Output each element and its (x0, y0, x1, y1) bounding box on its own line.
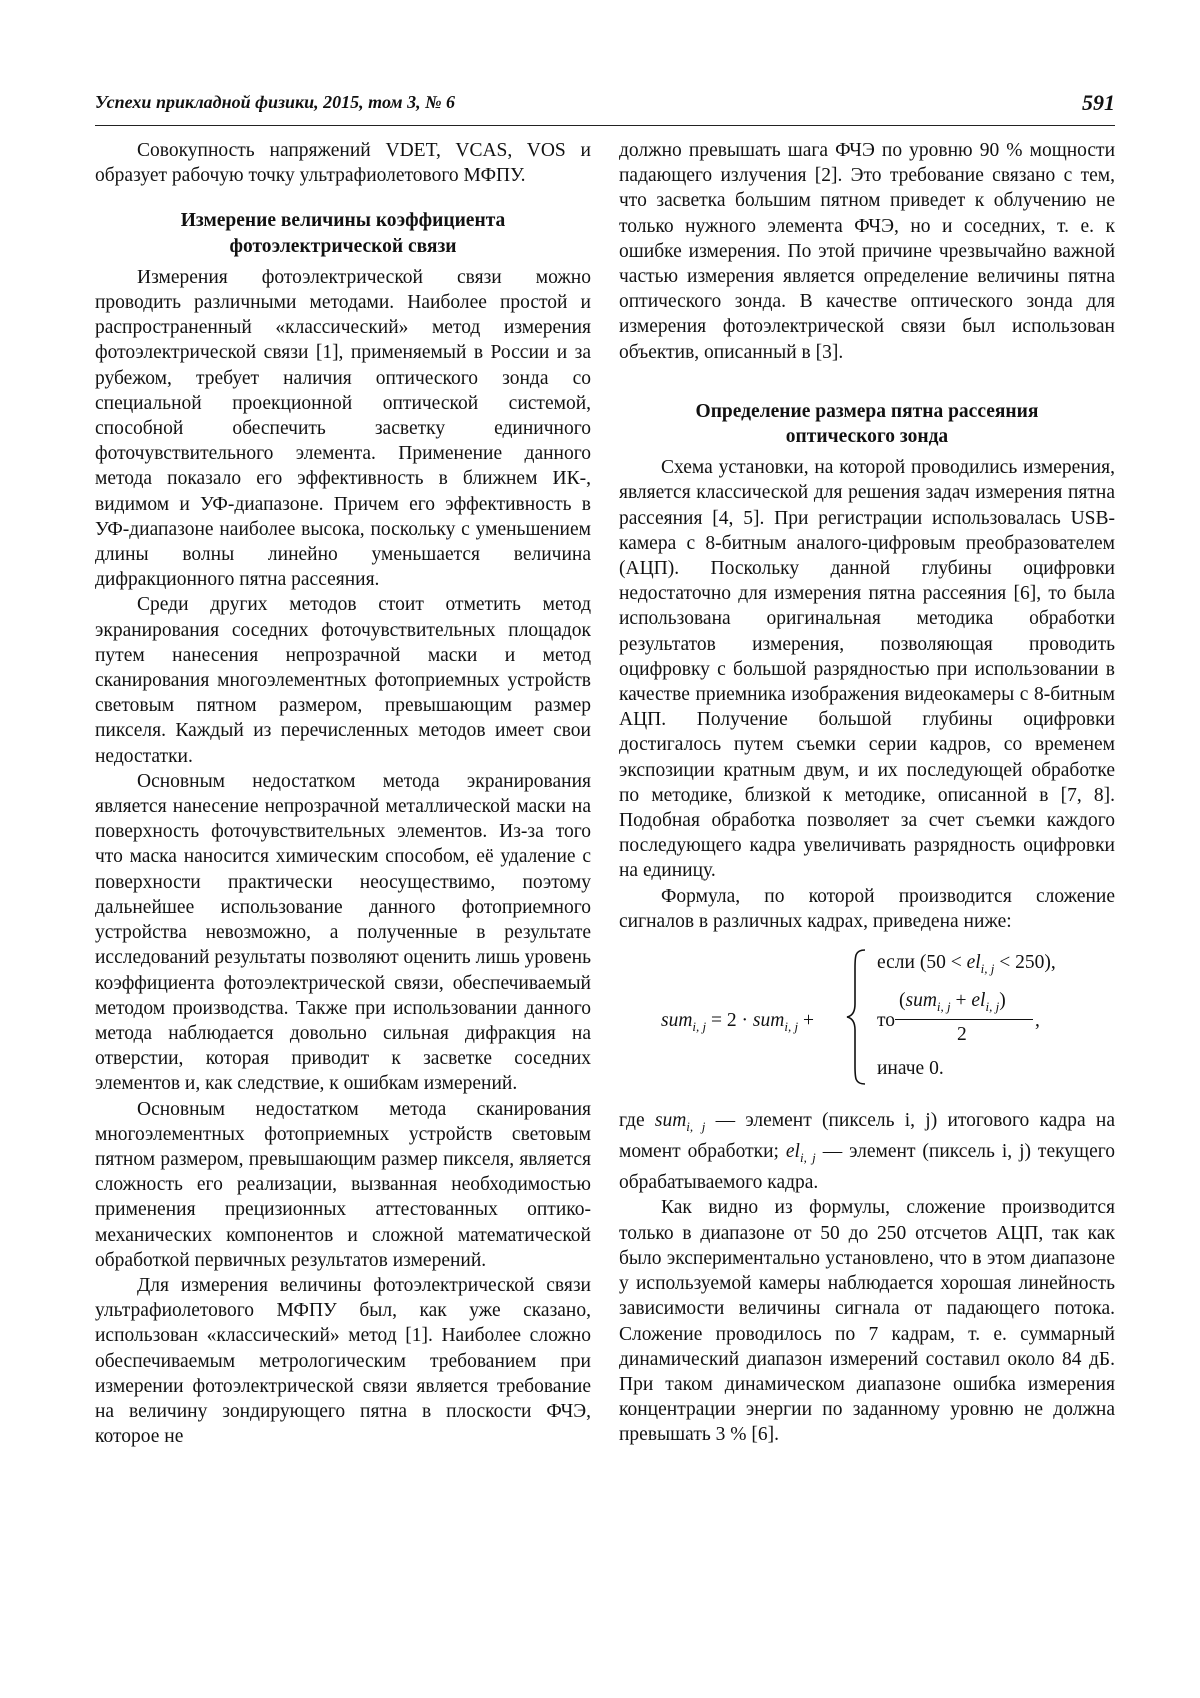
paragraph: Как видно из формулы, сложение производится только в диапазоне от 50 до 250 отсчетов АЦП, так как было экспериментально установлено, что в этом диапазоне у используемой камеры наблюдается хорошая линейность зависимости величины сигнала от падающего потока. Сложение проводилось по 7 кадрам, т. е. суммарный динамический диапазон измерений составил около 84 дБ. При таком динамическом диапазоне ошибка измерения концентрации энергии по заданному уровню не должна превышать 3 % [6]. (619, 1197, 1115, 1446)
journal-citation: Успехи прикладной физики, 2015, том 3, № 6 (95, 92, 456, 112)
paragraph: Схема установки, на которой проводились измерения, является классической для решения задач измерения пятна рассеяния [4, 5]. При регистрации использовалась USB-камера с 8-битным аналого-цифровым преобразователем (АЦП). Поскольку данной глубины оцифровки недостаточно для измерения пятна рассеяния [6], то была использована оригинальная методика обработки результатов измерения, позволяющая проводить оцифровку с большой разрядностью при использовании в качестве приемника изображения видеокамеры с 8-битным АЦП. Получение большой глубины оцифровки достигалось путем съемки серии кадров, со временем экспозиции кратным двум, и их последующей обработке по методике, близкой к методике, описанной в [7, 8]. Подобная обработка позволяет за счет съемки каждого последующего кадра увеличивать разрядность оцифровки на единицу. (619, 457, 1115, 882)
paragraph: Среди других методов стоит отметить метод экранирования соседних фоточувствительных площадок путем нанесения непрозрачной маски и метод сканирования многоэлементных фотоприемных устройств световым пятном размером, превышающим размер пикселя. Каждый из перечисленных методов имеет свои недостатки. (95, 594, 591, 767)
formula-case-else: иначе 0. (877, 1058, 944, 1080)
paragraph: Совокупность напряжений VDET, VCAS, VOS и образует рабочую точку ультрафиолетового МФПУ. (95, 140, 591, 187)
paragraph: Основным недостатком метода экранирования является нанесение непрозрачной металлической маски на поверхность фоточувствительных элементов. Из-за того что маска наносится химическим способом, её удаление с поверхности практически неосуществимо, поэтому дальнейшее использование данного фотоприемного устройства невозможно, а полученные в результате исследований результаты позволяют оценить лишь уровень коэффициента фотоэлектрической связи, обеспечиваемый методом производства. Также при использовании данного метода наблюдается довольно сильная дифракция на отверстии, которая приводит к засветке соседних элементов и, как следствие, к ошибкам измерений. (95, 770, 591, 1095)
formula-explanation: где sum$_{i, j}$ — элемент (пиксель i, j) итогового кадра на момент обработки; $el_{i, j}$ — элемент (пиксель i, j) текущего обрабатываемого кадра. (619, 1110, 1116, 1194)
formula-fraction-denominator: 2 (957, 1024, 967, 1046)
right-column (619, 138, 1115, 1448)
paragraph: Измерения фотоэлектрической связи можно проводить различными методами. Наиболее простой и распространенный «классический» метод измерения фотоэлектрической связи [1], применяемый в России и за рубежом, требует наличия оптического зонда со специальной проекционной оптической системой, способной обеспечить засветку единичного фоточувствительного элемента. Применение данного метода показало его эффективность в ближнем ИК-, видимом и УФ-диапазоне. Причем его эффективность в УФ-диапазоне наиболее высока, поскольку с уменьшением длины волны линейно уменьшается величина дифракционного пятна рассеяния. (95, 266, 591, 591)
paragraph: должно превышать шага ФЧЭ по уровню 90 % мощности падающего излучения [2]. Это требование связано с тем, что засветка большим пятном приведет к облучению не только нужного элемента ФЧЭ, но и соседних, т. е. к ошибке измерения. По этой причине чрезвычайно важной частью измерения является определение величины пятна оптического зонда. В качестве оптического зонда для измерения фотоэлектрической связи был использован объектив, описанный в [3]. (619, 140, 1115, 363)
left-brace (843, 948, 871, 1086)
formula-lhs: sum$_{i, j}$ = 2 · sum$_{i, j}$ + (661, 1010, 814, 1034)
paragraph: Для измерения величины фотоэлектрической связи ультрафиолетового МФПУ был, как уже сказано, использован «классический» метод [1]. Наиболее сложно обеспечиваемым метрологическим требованием при измерении фотоэлектрической связи является требование на величину зондирующего пятна в плоскости ФЧЭ, которое не (95, 1274, 591, 1448)
formula-case-condition: если $(50 < el_{i, j} < 250)$, (877, 952, 1056, 976)
section-heading: Определение размера пятна рассеяния оптического зонда (695, 400, 1039, 448)
fraction-bar (895, 1019, 1033, 1020)
running-header (95, 92, 1115, 122)
formula-comma: , (1035, 1010, 1040, 1032)
page-number: 591 (1082, 90, 1115, 115)
formula-fraction-numerator: $(sum_{i, j} + el_{i, j})$ (899, 990, 1006, 1014)
section-heading: Измерение величины коэффициента фотоэлектрической связи (180, 210, 506, 257)
formula-case-then: то (877, 1010, 896, 1032)
left-column (95, 138, 591, 1449)
header-rule (95, 125, 1115, 126)
paragraph: Формула, по которой производится сложение сигналов в различных кадрах, приведена ниже: (619, 885, 1115, 932)
paragraph: Основным недостатком метода сканирования многоэлементных фотоприемных устройств световым пятном размером, превышающим размер пикселя, является сложность его реализации, вызванная необходимостью применения прецизионных аттестованных оптико-механических компонентов и сложной математической обработкой первичных результатов измерений. (95, 1098, 591, 1271)
summation-formula (619, 944, 1115, 1094)
